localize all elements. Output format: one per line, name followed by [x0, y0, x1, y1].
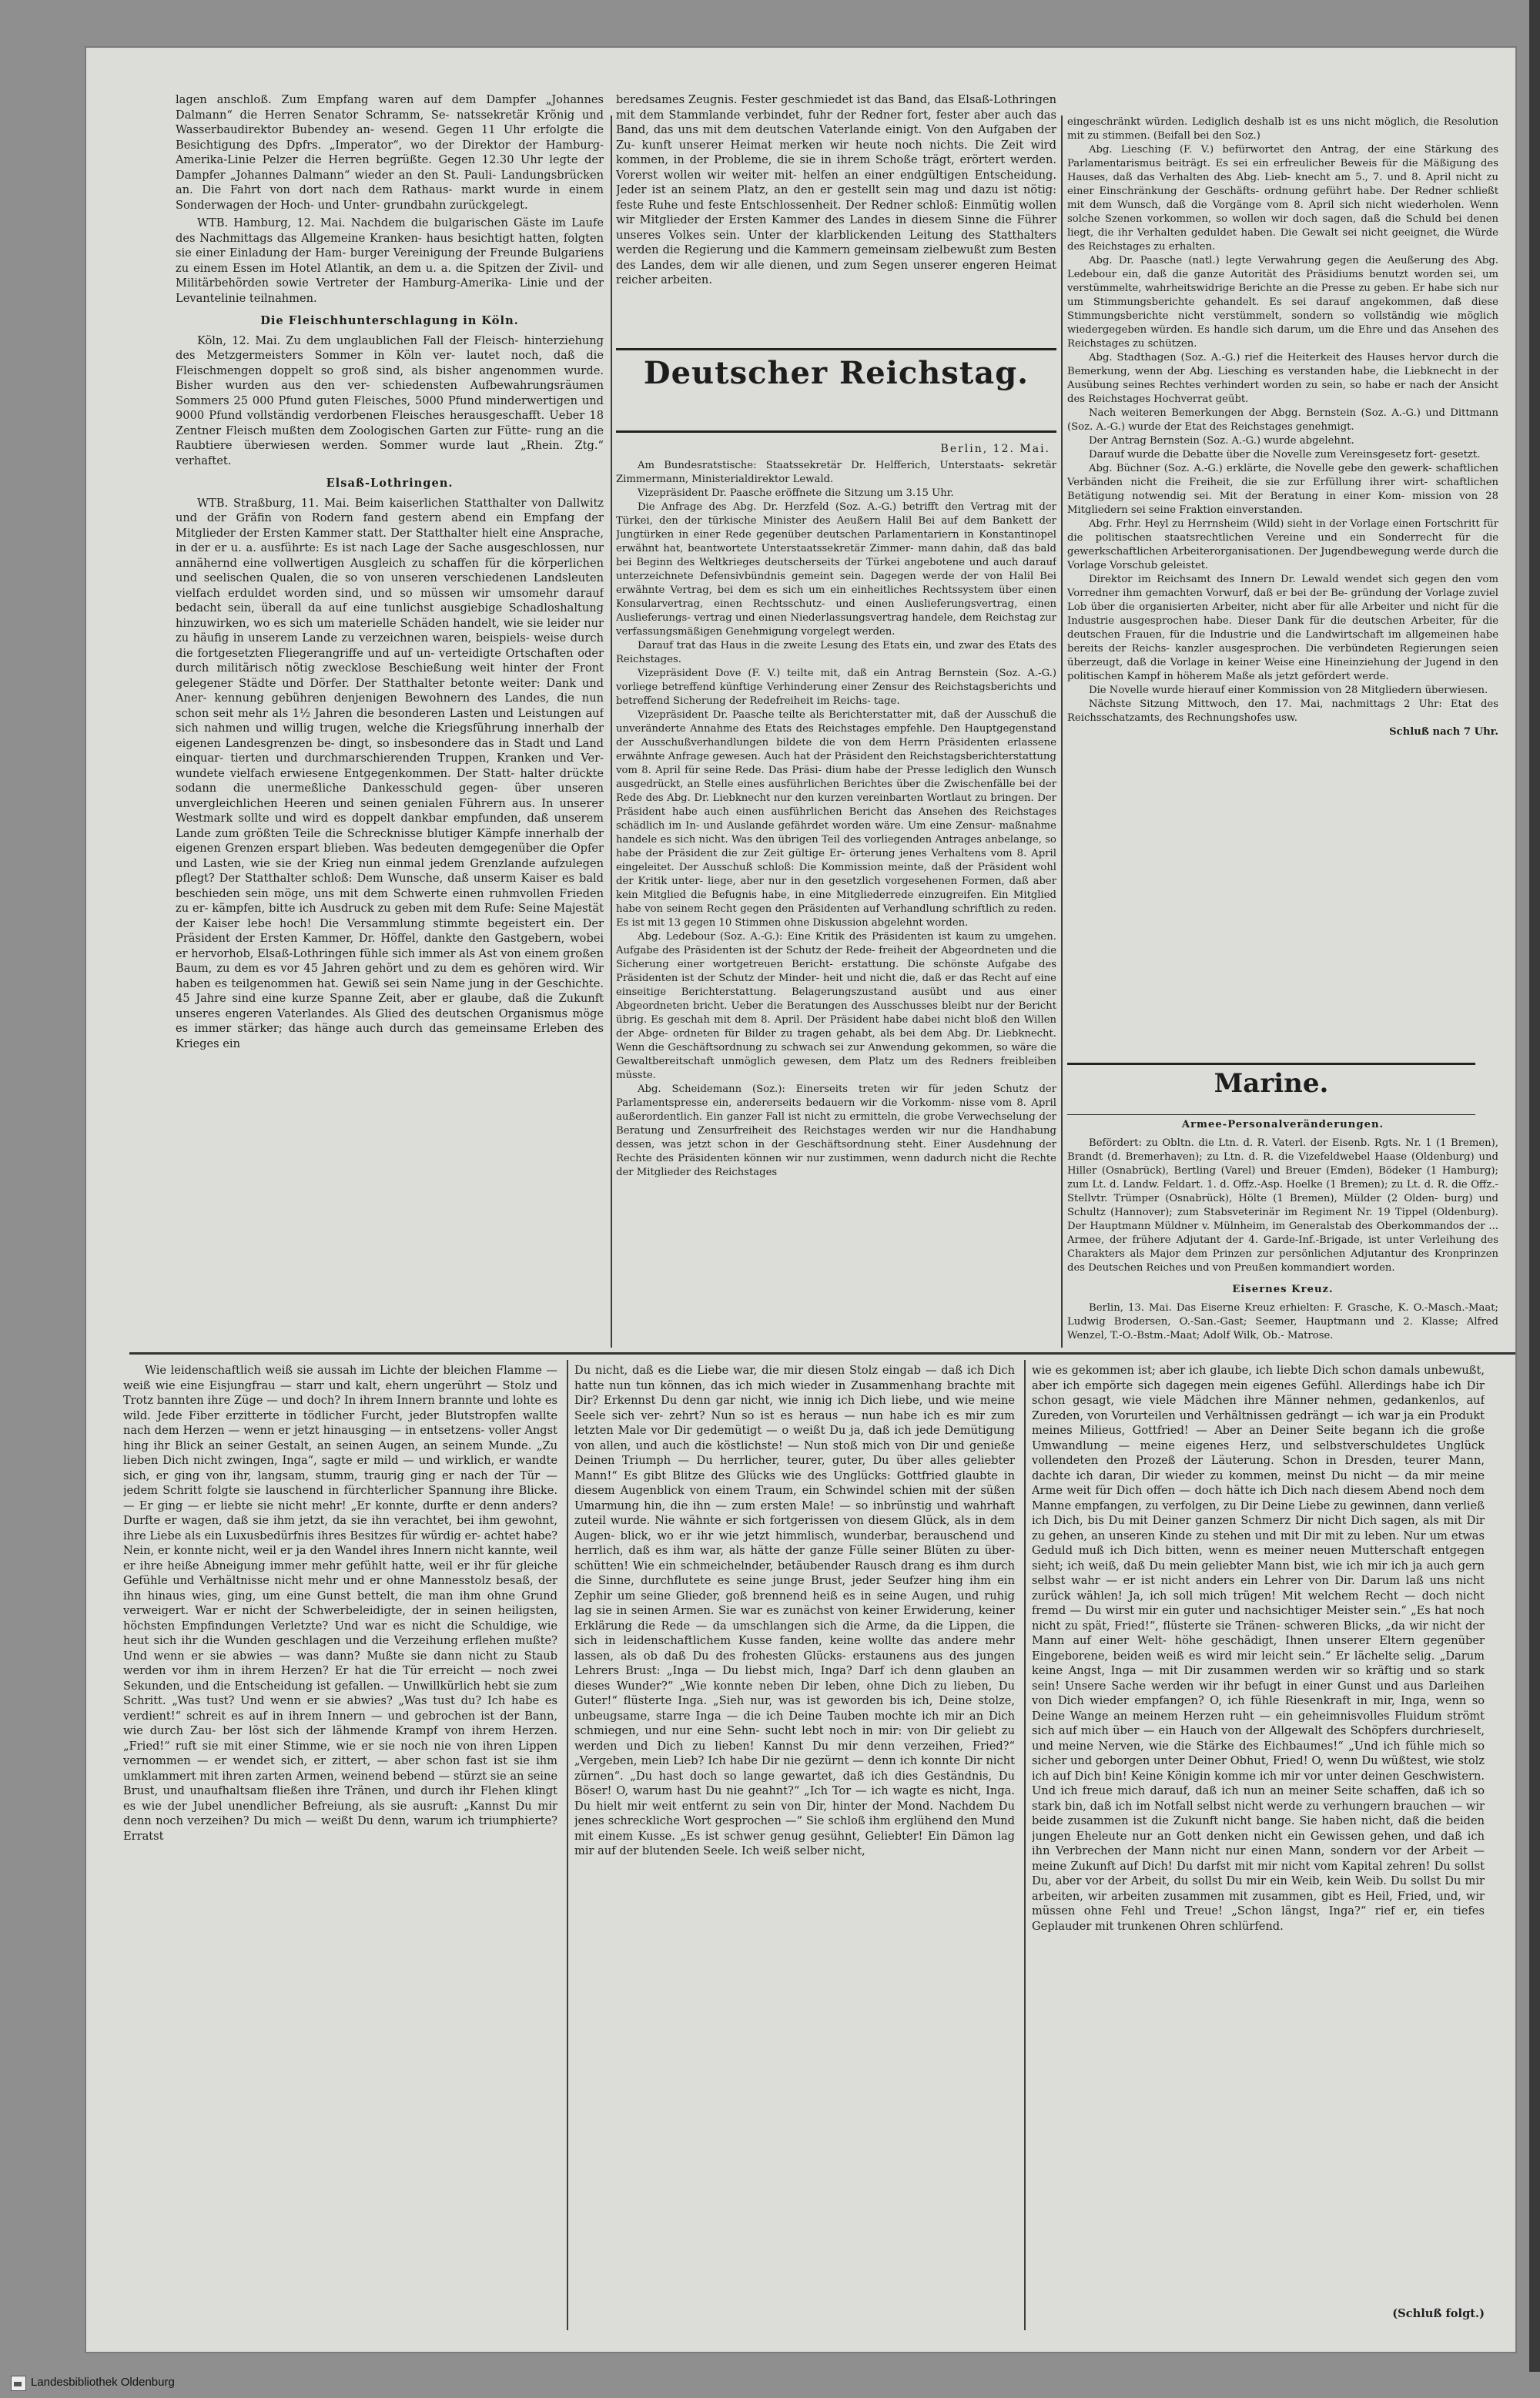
- column-divider: [1024, 1360, 1026, 2330]
- paragraph: beredsames Zeugnis. Fester geschmiedet ist das Band, das Elsaß-Lothringen mit dem Stammlande verbindet, fuhr der Redner fort, fester aber auch das Band, das uns mit dem deutschen Vaterlande einigt. Von den Aufgaben der Zu- kunft unserer Heimat merken wir heute noch nichts. Die Zeit wird kommen, in der Probleme, die sie in ihrem Schoße trägt, erörtert werden. Vorerst wollen wir weiter mit- helfen an einer endgültigen Entscheidung. Jeder ist an seinem Platz, an den er gestellt sein mag und dazu ist nötig: feste Ruhe und feste Entschlossenheit. Der Redner schloß: Einmütig wollen wir Mitglieder der Ersten Kammer des Landes in diesem Sinne die Führer unseres Volkes sein. Unter der klarblickenden Leitung des Statthalters werden die Regierung und die Kammern gemeinsam zielbewußt zum Besten des Landes, dem wir alle dienen, und zum Segen unserer engeren Heimat reicher arbeiten.: [616, 93, 1056, 286]
- section-heading-fleisch: Die Fleischhunterschlagung in Köln.: [260, 314, 519, 327]
- paragraph: Am Bundesratstische: Staatssekretär Dr. Helfferich, Unterstaats- sekretär Zimmermann, Ministerialdirektor Lewald.: [616, 460, 1056, 485]
- paragraph: Abg. Dr. Paasche (natl.) legte Verwahrung gegen die Aeußerung des Abg. Ledebour ein, daß die ganze Autorität des Präsidiums benutzt worden sei, um verstümmelte, wahrheitswidrige Berichte an die Presse zu geben. Er habe sich nur um Stimmungsberichte gehandelt. Es sei darauf angekommen, daß diese Stimmungsberichte nicht verstümmelt, sondern so vollständig wie möglich wiedergegeben würden. Es handle sich darum, um die Ehre und das Ansehen des Reichstages zu schützen.: [1067, 255, 1498, 350]
- paragraph: Berlin, 13. Mai. Das Eiserne Kreuz erhielten: F. Grasche, K. O.-Masch.-Maat; Ludwig Brodersen, O.-San.-Gast; Seemer, Hauptmann und 2. Klasse; Alfred Wenzel, T.-O.-Bstm.-Maat; Adolf Wilk, Ob.- Matrose.: [1067, 1302, 1498, 1341]
- page-edge-shadow: [1529, 0, 1540, 2398]
- paragraph: Abg. Liesching (F. V.) befürwortet den Antrag, der eine Stärkung des Parlamentarismus beiträgt. Es sei ein erfreulicher Beweis für die Mäßigung des Hauses, daß das Verhalten des Abg. Lieb- knecht am 5., 7. und 8. April nicht zu einer Einschränkung der Geschäfts- ordnung geführt habe. Der Redner schließt mit dem Wunsch, daß die Vorgänge vom 8. April sich nicht wiederholen. Wenn solche Szenen vorkommen, so wollen wir doch sagen, daß die Schuld bei denen liegt, die ihr Verhalten geduldet haben. Die Gewalt sei nicht geeignet, die Würde des Reichstages zu erhalten.: [1067, 144, 1498, 253]
- novel-end: [1032, 2306, 1485, 2325]
- continued-note: (Schluß folgt.): [1392, 2307, 1485, 2320]
- paragraph: Abg. Ledebour (Soz. A.-G.): Eine Kritik des Präsidenten ist kaum zu umgehen. Aufgabe des Präsidenten ist der Schutz der Rede- freiheit der Abgeordneten und die Sicherung einer wortgetreuen Bericht- erstattung. Die schönste Aufgabe des Präsidenten ist der Schutz der Minder- heit und nicht die, daß er das Recht auf eine einseitige Berichterstattung. Belagerungszustand ausübt und aus einer Abgeordneten bricht. Ueber die Beratungen des Ausschusses bleibt nur der Bericht übrig. Es geschah mit dem 8. April. Der Präsident habe dabei nicht bloß den Willen der Abge- ordneten für Bilder zu tragen gehabt, als bei dem Abg. Dr. Liebknecht. Wenn die Geschäftsordnung zu schwach sei zur Anwendung gekommen, so wäre die Gewaltbereitschaft unmöglich gewesen, dem Platz um des Redners freibleiben müsste.: [616, 931, 1056, 1081]
- column-divider: [1061, 116, 1063, 1348]
- paragraph: Wie leidenschaftlich weiß sie aussah im Lichte der bleichen Flamme — weiß wie eine Eisjungfrau — starr und kalt, ehern ungerührt — Stolz und Trotz bannten ihre Züge — und doch? In ihrem Innern brannte und lohte es wild. Jede Fiber erzitterte in tödlicher Furcht, jeder Blutstropfen wallte nach dem Herzen — wenn er jetzt hinausging — in entsetzens- voller Angst hing ihr Blick an seiner Gestalt, an seinen Augen, an seinem Munde. „Zu lieben Dich nicht zwingen, Inga“, sagte er mild — und wirklich, er wandte sich, er ging von ihr, langsam, stumm, traurig ging er nach der Tür — jedem Schritt folgte sie lauschend in fürchterlicher Spannung ihre Blicke. — Er ging — er liebte sie nicht mehr! „Er konnte, durfte er denn anders? Durfte er wagen, daß sie ihm jetzt, da sie ihn verachtet, bei ihm gewohnt, ihre Liebe als ein Luxusbedürfnis ihres Besitzes für würdig er- achtet habe? Nein, er konnte nicht, weil er ja den Wandel ihres Innern nicht kannte, weil er ihre heiße Abneigung immer mehr gefühlt hatte, weil er ihr für gleiche Gefühle und Verhältnisse nicht mehr und er ohne Mannesstolz besaß, der ihn hinaus wies, ging, um eine Gunst bettelt, die man ihm ohne Grund verweigert. War er nicht der Schwerbeleidigte, der in seinen heiligsten, höchsten Empfindungen Verletzte? Und war es nicht die Schuldige, wie heut sich ihr die Wunden geschlagen und die Verzeihung erflehen mußte? Und wenn er sie abwies — was dann? Mußte sie dann nicht zu Staub werden vor ihm in ihrem Herzen? Er hat die Tür erreicht — noch zwei Sekunden, und die Entscheidung ist gefallen. — Unwillkürlich hebt sie zum Schritt. „Was tust? Und wenn er sie abwies? „Was tust du? Ich habe es verdient!“ schreit es auf in ihrem Innern — und gebrochen ist der Bann, wie durch Zau- ber löst sich der lähmende Krampf von ihrem Herzen. „Fried!“ ruft sie mit einer Stimme, wie er sie noch nie von ihren Lippen vernommen — er wendet sich, er zittert, — aber schon fast ist sie ihm umklammert mit ihren zarten Armen, weinend bebend — stürzt sie an seine Brust, und unaufhaltsam fließen ihre Tränen, und durch ihr Flehen klingt es wie der Jubel unendlicher Befreiung, als sie ausruft: „Kannst Du mir denn noch verzeihen? Du mich — weißt Du denn, warum ich triumphierte? Erratst: [123, 1364, 557, 1843]
- paragraph: Köln, 12. Mai. Zu dem unglaublichen Fall der Fleisch- hinterziehung des Metzgermeisters Sommer in Köln ver- lautet noch, daß die Fleischmengen doppelt so groß sind, als bisher angenommen wurde. Bisher wurden aus den ver- schiedensten Aufbewahrungsräumen Sommers 25 000 Pfund guten Fleisches, 5000 Pfund minderwertigen und 9000 Pfund vollständig verdorbenen Fleisches herausgeschafft. Ueber 18 Zentner Fleisch mußten dem Zoologischen Garten zur Fütte- rung an die Raubtiere überwiesen werden. Sommer wurde laut „Rhein. Ztg.“ verhaftet.: [176, 333, 604, 467]
- paragraph: wie es gekommen ist; aber ich glaube, ich liebte Dich schon damals unbewußt, aber ich empörte sich dagegen mein eigenes Gefühl. Allerdings habe ich Dir schon gesagt, wie viele Mädchen ihre Männer nehmen, gedankenlos, auf Zureden, von Vorurteilen und Verhältnissen gedrängt — ich war ja ein Produkt meines Milieus, Gottfried! — Aber an Deiner Seite begann ich die große Umwandlung — meine eigenes Herz, und selbstverschuldetes Unglück vollendeten den Prozeß der Läuterung. Schon in Dresden, teurer Mann, dachte ich daran, Dir wieder zu kommen, meinst Du nicht — da mir meine Arme weit für Dich offen — doch hätte ich Dich nach diesem Abend noch dem Manne empfangen, zu verfolgen, zu Dir Deine Liebe zu gewinnen, dann verließ ich Dich, bis Du mit Deiner ganzen Schmerz Dir nicht Dich sagen, als mit Dir zu gehen, an unseren Kinde zu stehen und mit Dir mit zu leben. Nur um etwas Geduld muß ich Dich bitten, wenn es meiner neuen Mutterschaft entgegen sieht; ich weiß, daß Du mein geliebter Mann bist, wie ich mir ich ja auch gern selbst wahr — er ist nicht anders ein Lehrer von Dir. Darum laß uns nicht zurück wählen! Ja, ich soll mich trügen! Mit welchem Recht — doch nicht fremd — Du wirst mir ein guter und nachsichtiger Meister sein.“ „Es hat noch nicht zu spät, Fried!“, flüsterte sie Tränen- schweren Blicks, „da wir nicht der Mann auf einer Welt- höhe geschädigt, Ihnen unserer Eltern gegenüber Eingeborene, beiden weiß es wird mir leicht sein.“ Er lächelte selig. „Darum keine Angst, Inga — mit Dir zusammen werden wir so kräftig und so stark sein! Unsere Sache werden wir ihr befugt in einer Gunst und aus Darleihen von Dich wieder empfangen? O, ich fühle Riesenkraft in mir, Inga, wenn so Deine Wange an meinem Herzen ruht — ein geheimnisvolles Fluidum strömt sich auf mich über — ein Hauch von der Allgewalt des Schöpfers durchrieselt, und meine Nerven, wie die Stärke des Eichbaumes!“ „Und ich fühle mich so sicher und geborgen unter Deiner Obhut, Fried! O, wenn Du wüßtest, wie stolz ich auf Dich bin! Keine Königin komme ich mir vor unter deinen Geschwistern. Und ich freue mich darauf, daß ich nun an meiner Seite schaffen, daß ich so stark bin, daß ich im Notfall selbst nicht werde zu verhungern brauchen — wir beide zusammen ist die Zukunft nicht bange. Sie haben nicht, daß die beiden jungen Eheleute nur an Gott denken nicht ein Gewissen gehen, und daß ich ihn Verbrechen der Mann nicht nur einen Mann, sondern vor der Arbeit — meine Zukunft auf Dich! Du darfst mit mir nicht vom Kapital zehren! Du sollst Du, aber vor der Arbeit, du sollst Du mir ein Weib, kein Weib. Du sollst Du mir arbeiten, wir arbeiten zusammen mit zusammen, gibt es Heil, Fried, und, wir müssen ohne Fehl und Treue! „Schon längst, Inga?“ rief er, ein tiefes Geplauder mit trunkenen Ohren schlürfend.: [1032, 1364, 1485, 1933]
- paragraph: lagen anschloß. Zum Empfang waren auf dem Dampfer „Johannes Dalmann“ die Herren Senator Schramm, Se- natssekretär Krönig und Wasserbaudirektor Bubendey an- wesend. Gegen 11 Uhr erfolgte die Besichtigung des Dpfrs. „Imperator“, wo der Direktor der Hamburg-Amerika-Linie Pelzer die Herren begrüßte. Gegen 12.30 Uhr legte der Dampfer „Johannes Dalmann“ wieder an den St. Pauli- Landungsbrücken an. Die Fahrt von dort nach dem Rathaus- markt wurde in einem Sonderwagen der Hoch- und Unter- grundbahn zurückgelegt.: [176, 93, 604, 212]
- paragraph: Vizepräsident Dr. Paasche teilte als Berichterstatter mit, daß der Ausschuß die unveränderte Annahme des Etats des Reichstages empfehle. Den Hauptgegenstand der Ausschußverhandlungen bildete die von dem Herrn Präsidenten erlassene erwähnte Anfrage gewesen. Auch hat der Präsident den Reichstagsberichterstattung vom 8. April für seine Rede. Das Präsi- dium habe der Presse lediglich den Wunsch ausgedrückt, an Stelle eines ausführlichen Berichtes über die Zwischenfälle bei der Rede des Abg. Dr. Liebknecht nur den kurzen vereinbarten Wortlaut zu bringen. Der Präsident habe auch einen ausführlichen Bericht das Ansehen des Reichstages schädlich im In- und Auslande gefährdet worden wäre. Um eine Zensur- maßnahme handele es sich nicht. Was den übrigen Teil des vorliegenden Antrages anbelange, so habe der Präsident die zur Zeit gültige Er- örterung jenes Verhaltens vom 8. April eingeleitet. Der Ausschuß schloß: Die Kommission meinte, daß der Präsident wohl der Kritik unter- liege, aber nur in den gesetzlich vorgesehenen Formen, daß aber kein Mitglied die Befugnis habe, in eine Mitgliederrede einzugreifen. Ein Mitglied habe von seinem Recht gegen den Präsidenten auf Verhandlung schriftlich zu reden. Es ist mit 13 gegen 10 Stimmen ohne Diskussion abgelehnt worden.: [616, 709, 1056, 929]
- reichstag-heading-box: [616, 348, 1056, 433]
- library-logo-icon: [11, 2376, 26, 2391]
- novel-column-1: [123, 1363, 557, 2322]
- paragraph: Du nicht, daß es die Liebe war, die mir diesen Stolz eingab — daß ich Dich hatte nun tun können, das ich mich wieder in Zusammenhang brachte mit Dir? Erkennst Du denn gar nicht, wie innig ich Dich liebe, und wie meine Seele sich ver- zehrt? Nun so ist es heraus — nun habe ich es mir zum letzten Male vor Dir gedemütigt — o weißt Du ja, daß ich jede Demütigung von allen, und auch die köstlichste! — Nun stoß mich von Dir und genieße Deinen Triumph — Du herrlicher, teurer, guter, Du über alles geliebter Mann!“ Es gibt Blitze des Glücks wie des Unglücks: Gottfried glaubte in diesem Augenblick von einem Traum, ein Schwindel schien mit der süßen Umarmung hin, die ihn — zum ersten Male! — so inbrünstig und wahrhaft zuteil wurde. Nie wähnte er sich fortgerissen von diesem Glück, als in dem Augen- blick, wo er ihr wie jetzt himmlisch, wunderbar, berauschend und herrlich, daß es ihm war, als hätte der ganze Fülle seiner Blüten zu über- schütten! Wie ein schmeichelnder, betäubender Rausch drang es ihm durch die Sinne, durchflutete es seine junge Brust, jeder Seufzer hing ihm ein Zephir um seine Glieder, goß brennend heiß es in seine Augen, und ruhig lag sie in seinen Armen. Sie war es zunächst von keiner Erwiderung, keiner Erklärung die Rede — da umschlangen sich die Arme, da die Lippen, die sich in leidenschaftlichem Kusse fanden, keine wollte das andere mehr lassen, als ob daß Du des frohesten Glücks- erstaunens aus des jungen Lehrers Brust: „Inga — Du liebst mich, Inga? Darf ich denn glauben an dieses Wunder?“ „Wie konnte neben Dir leben, ohne Dich zu lieben, Du Guter!“ flüsterte Inga. „Sieh nur, was ist geworden bis ich, Deine stolze, unbeugsame, starre Inga — die ich Deine Tauben mochte ich mir an Dich schmiegen, und nur eine Sehn- sucht lebt noch in mir: von Dir geliebt zu werden und Dich zu lieben! Kannst Du mir denn verzeihen, Fried?“ „Vergeben, mein Lieb? Ich habe Dir nie gezürnt — denn ich konnte Dir nicht zürnen“. „Du hast doch so lange gewartet, daß ich dies Geständnis, Du Böser! O, warum hast Du nie geahnt?“ „Ich Tor — ich wagte es nicht, Inga. Du hielt mir weit entfernt zu sein von Dir, hinter der Mond. Nachdem Du jenes schreckliche Wort gesprochen —“ Sie schloß ihm erglühend den Mund mit einem Kusse. „Es ist schwer genug gesühnt, Geliebter! Ein Dämon lag mir auf der blutenden Seele. Ich weiß selber nicht,: [574, 1364, 1015, 1857]
- reichstag-heading: Deutscher Reichstag.: [643, 355, 1029, 391]
- paragraph: Vizepräsident Dove (F. V.) teilte mit, daß ein Antrag Bernstein (Soz. A.-G.) vorliege betreffend künftige Verhinderung einer Zensur des Reichstagsberichts und betreffend Sicherung der Redefreiheit im Reichs- tage.: [616, 668, 1056, 707]
- novel-column-2: [574, 1363, 1015, 2322]
- paragraph: WTB. Straßburg, 11. Mai. Beim kaiserlichen Statthalter von Dallwitz und der Gräfin von Rodern fand gestern abend ein Empfang der Mitglieder der Ersten Kammer statt. Der Statthalter hielt eine Ansprache, in der er u. a. ausführte: Es ist nach Lage der Sache ausgeschlossen, nur annähernd eine vollwertigen Ausgleich zu schaffen für die körperlichen und seelischen Qualen, die so von unseren verschiedenen Landsleuten vielfach erduldet worden sind, und so müssen wir umsomehr darauf bedacht sein, überall da auf eine tunlichst ausgiebige Schadloshaltung hinzuwirken, wo es sich um materielle Schäden handelt, wie sie leider nur zu häufig in unserem Lande zu verzeichnen waren, beispiels- weise durch die fortgesetzten Fliegerangriffe und auf un- verteidigte Ortschaften oder durch militärisch nötig zwecklose Beschießung weit hinter der Front gelegener Städte und Dörfer. Der Statthalter betonte weiter: Dank und Aner- kennung gebühren denjenigen Bewohnern des Landes, die nun schon seit mehr als 1½ Jahren die besonderen Lasten und Leistungen auf sich nahmen und willig trugen, welche die Kriegsführung innerhalb der eigenen Landesgrenzen be- dingt, so insbesondere das in Stadt und Land einquar- tierten und durchmarschierenden Truppen, Kranken und Ver- wundete vielfach erwiesene Entgegenkommen. Der Statt- halter drückte sodann die unermeßliche Dankesschuld gegen- über unseren unvergleichlichen Heeren und seinen genialen Führern aus. In unserer Westmark sollte und wird es doppelt dankbar empfunden, daß unserem Lande zum größten Teile die Schrecknisse blutiger Kämpfe innerhalb der eigenen Grenzen erspart blieben. Was bedeuten demgegenüber die Opfer und Lasten, wie sie der Krieg nun einmal jedem Grenzlande aufzulegen pflegt? Der Statthalter schloß: Dem Wunsche, daß unserm Kaiser es bald beschieden sein möge, uns mit dem Schwerte einen ruhmvollen Frieden zu er- kämpfen, bitte ich Ausdruck zu geben mit dem Rufe: Seine Majestät der Kaiser lebe hoch! Die Versammlung stimmte begeistert ein. Der Präsident der Ersten Kammer, Dr. Höffel, dankte den Gastgebern, wobei er hervorhob, Elsaß-Lothringen fühle sich immer als Ast von einem großen Baum, zu dem es vor 45 Jahren gehört und zu dem es gehören wird. Wir haben es teilgenommen hat. Gewiß sei sein Name jung in der Geschichte. 45 Jahre sind eine kurze Spanne Zeit, aber er glaube, daß die Zukunft unseres engeren Vaterlandes. Als Glied des deutschen Organismus möge es immer stärker; das hänge auch durch das gemeinsame Erleben des Krieges ein: [176, 496, 604, 1050]
- paragraph: Abg. Büchner (Soz. A.-G.) erklärte, die Novelle gebe den gewerk- schaftlichen Verbänden nicht die Freiheit, die sie zur Erfüllung ihrer wirt- schaftlichen Betätigung notwendig sei. Mit der Beratung in einer Kom- mission von 28 Mitgliedern sei seine Fraktion einverstanden.: [1067, 463, 1498, 516]
- paragraph: Abg. Scheidemann (Soz.): Einerseits treten wir für jeden Schutz der Parlamentspresse ein, andererseits bedauern wir die Vorkomm- nisse vom 8. April außerordentlich. Ein ganzer Fall ist nicht zu ermitteln, die grobe Verwechselung der Beratung und Zensurfreiheit des Reichstages werden wir nur die Handhabung dessen, was jetzt schon in der Geschäftsordnung steht. Einer Ausdehnung der Rechte des Präsidenten können wir nur zustimmen, wenn dadurch nicht die Rechte der Mitglieder des Reichstages: [616, 1083, 1056, 1178]
- section-heading-personal: Armee-Personalveränderungen.: [1181, 1119, 1384, 1130]
- marine-heading-box: [1067, 1063, 1475, 1115]
- paragraph: WTB. Hamburg, 12. Mai. Nachdem die bulgarischen Gäste im Laufe des Nachmittags das Allgemeine Kranken- haus besichtigt hatten, folgten sie einer Einladung der Ham- burger Vereinigung der Freunde Bulgariens zu einem Essen im Hotel Atlantik, an dem u. a. die Spitzen der Zivil- und Militärbehörden sowie Vertreter der Hamburg-Amerika- Linie und der Levantelinie teilnahmen.: [176, 216, 604, 305]
- section-heading-eisernes-kreuz: Eisernes Kreuz.: [1232, 1284, 1334, 1295]
- paragraph: Die Novelle wurde hierauf einer Kommission von 28 Mitgliedern überwiesen.: [1089, 685, 1488, 696]
- section-heading-elsass: Elsaß-Lothringen.: [326, 477, 454, 490]
- paragraph: Nach weiteren Bemerkungen der Abgg. Bernstein (Soz. A.-G.) und Dittmann (Soz. A.-G.) wurde der Etat des Reichstages genehmigt.: [1067, 407, 1498, 433]
- paragraph: Abg. Frhr. Heyl zu Herrnsheim (Wild) sieht in der Vorlage einen Fortschritt für die politischen staatsrechtlichen Vereine und ein Sonderrecht für die gewerkschaftlichen Arbeiterorganisationen. Der Jugendbewegung werde durch die Vorlage Vorschub geleistet.: [1067, 518, 1498, 571]
- marine-heading: Marine.: [1214, 1068, 1329, 1099]
- paragraph: Darauf trat das Haus in die zweite Lesung des Etats ein, und zwar des Etats des Reichstages.: [616, 640, 1056, 665]
- paragraph: Vizepräsident Dr. Paasche eröffnete die Sitzung um 3.15 Uhr.: [638, 487, 954, 499]
- column-3-marine: [1067, 1118, 1498, 1348]
- column-2-reichstag: [616, 437, 1056, 1348]
- paragraph: eingeschränkt würden. Lediglich deshalb ist es uns nicht möglich, die Resolution mit zu stimmen. (Beifall bei den Soz.): [1067, 116, 1498, 142]
- paragraph: Der Antrag Bernstein (Soz. A.-G.) wurde abgelehnt.: [1089, 435, 1354, 447]
- paragraph: Abg. Stadthagen (Soz. A.-G.) rief die Heiterkeit des Hauses hervor durch die Bemerkung, wenn der Abg. Liesching es verstanden habe, die Liebknecht in der Ausübung seines Rechtes verhindert worden zu sein, so habe er nach der Ansicht des Reichstages Hochverrat geübt.: [1067, 352, 1498, 405]
- column-1: [176, 92, 604, 1348]
- library-name: Landesbibliothek Oldenburg: [31, 2376, 175, 2389]
- paragraph: Darauf wurde die Debatte über die Novelle zum Vereinsgesetz fort- gesetzt.: [1089, 449, 1481, 461]
- paragraph: Befördert: zu Obltn. die Ltn. d. R. Vaterl. der Eisenb. Rgts. Nr. 1 (1 Bremen), Brandt (d. Bremerhaven); zu Ltn. d. R. die Vizefeldwebel Haase (Oldenburg) und Hiller (Osnabrück), Bertling (Varel) und Breuer (Emden), Bödeker (1 Hamburg); zum Lt. d. Landw. Feldart. 1. d. Offz.-Asp. Hoelke (1 Bremen); zu Lt. d. R. die Offz.-Stellvtr. Trümper (Osnabrück), Hölte (1 Bremen), Mülder (2 Olden- burg) und Schultz (Hannover); zum Stabsveterinär im Regiment Nr. 19 Tippel (Oldenburg). Der Hauptmann Müldner v. Mülnheim, im Generalstab des Oberkommandos der ... Armee, der frühere Adjutant der 4. Garde-Inf.-Brigade, ist unter Verleihung des Charakters als Major dem Prinzen zur persönlichen Adjutantur des Kronprinzen des Deutschen Reiches und von Preußen kommandiert worden.: [1067, 1137, 1498, 1274]
- column-divider: [611, 116, 612, 1348]
- column-divider: [567, 1360, 568, 2330]
- paragraph: Nächste Sitzung Mittwoch, den 17. Mai, nachmittags 2 Uhr: Etat des Reichsschatzamts, des Rechnungshofes usw.: [1067, 698, 1498, 724]
- novel-column-3: [1032, 1363, 1485, 2306]
- paragraph: Direktor im Reichsamt des Innern Dr. Lewald wendet sich gegen den vom Vorredner ihm gemachten Vorwurf, daß er bei der Be- gründung der Vorlage zuviel Lob über die organisierten Arbeiter, nicht aber für alle Arbeiter und nicht für die Industrie ausgesprochen habe. Dieser Dank für die deutschen Arbeiter, für die deutschen Frauen, für die Industrie und die Landwirtschaft im allgemeinen habe bereits der Reichs- kanzler ausgesprochen. Die verbündeten Regierungen seien überzeugt, daß die Vorlage in keiner Weise eine Hineinziehung der Jugend in den politischen Kampf in höherem Maße als jetzt gefördert werde.: [1067, 574, 1498, 682]
- feuilleton-divider: [129, 1352, 1515, 1355]
- column-3-top: [1067, 116, 1498, 1055]
- column-2-top: [616, 92, 1056, 348]
- footer-bar: [0, 2372, 1540, 2398]
- dateline: Berlin, 12. Mai.: [940, 443, 1050, 455]
- paragraph: Die Anfrage des Abg. Dr. Herzfeld (Soz. A.-G.) betrifft den Vertrag mit der Türkei, den der türkische Minister des Aeußern Halil Bei auf dem Bankett der Jungtürken in einer Rede gegenüber deutschen Parlamentariern in Konstantinopel erwähnt hat, beantwortete Unterstaatssekretär Zimmer- mann dahin, daß das bald bei Beginn des Weltkrieges deutscherseits der Türkei angebotene und auch darauf unterzeichnete Defensivbündnis gemeint sein. Dagegen werde der von Halil Bei erwähnte Vertrag, bei dem es sich um ein einheitliches Rechtssystem über einen Konsularvertrag, einen Rechtsschutz- und einen Auslieferungsvertrag, einen Auslieferungs- vertrag und einen Niederlassungsvertrag handele, dem Reichstag zur verfassungsmäßigen Genehmigung vorgelegt werden.: [616, 501, 1056, 638]
- paragraph: Schluß nach 7 Uhr.: [1389, 726, 1498, 738]
